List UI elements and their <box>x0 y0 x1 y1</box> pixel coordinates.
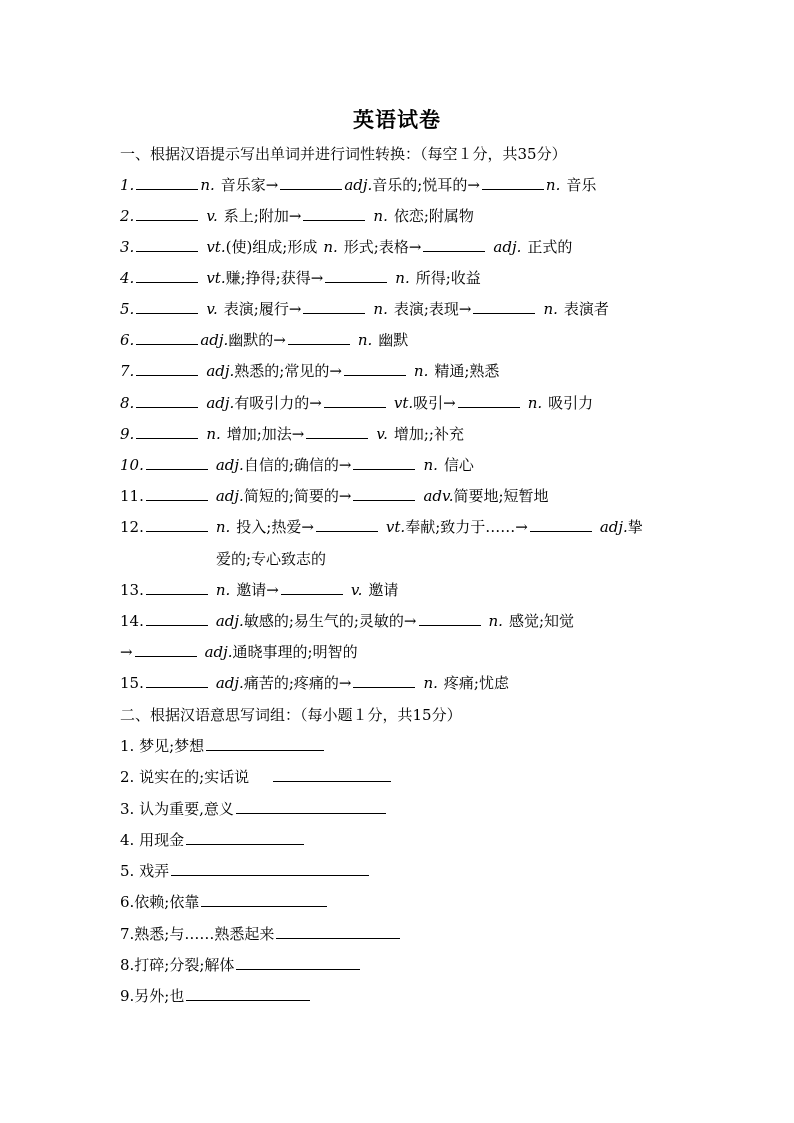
phrase-label: 8.打碎;分裂;解体 <box>120 956 235 974</box>
phrase-label: 7.熟悉;与……熟悉起来 <box>120 925 275 943</box>
item-number: 7. <box>120 362 135 380</box>
hint-text: 形式;表格→ <box>343 238 422 256</box>
pos-label: n. <box>488 612 503 630</box>
answer-blank[interactable] <box>303 206 365 221</box>
answer-blank[interactable] <box>344 361 406 376</box>
phrase-item-3 <box>120 799 388 819</box>
item-number: 14. <box>120 612 144 630</box>
pos-label: vt. <box>206 269 226 287</box>
item-number: 6. <box>120 331 135 349</box>
pos-label: n. <box>357 331 373 349</box>
answer-blank[interactable] <box>458 393 520 408</box>
phrase-label: 1. 梦见;梦想 <box>120 737 205 755</box>
item-14-continuation <box>120 642 358 662</box>
hint-text: 有吸引力的→ <box>234 394 322 412</box>
hint-text: 简短的;简要的→ <box>243 487 352 505</box>
hint-text: 邀请→ <box>236 581 279 599</box>
pos-label: n. <box>395 269 410 287</box>
answer-blank[interactable] <box>303 299 365 314</box>
pos-label: n. <box>413 362 429 380</box>
hint-text: 幽默的→ <box>228 331 286 349</box>
pos-label: adj. <box>215 487 244 505</box>
item-1 <box>120 175 596 195</box>
answer-blank[interactable] <box>324 393 386 408</box>
answer-blank[interactable] <box>146 517 208 532</box>
item-11 <box>120 486 549 506</box>
answer-blank[interactable] <box>288 330 350 345</box>
item-12-continuation: 爱的;专心致志的 <box>216 550 327 568</box>
item-number: 3. <box>120 238 135 256</box>
pos-label: vt. <box>385 518 406 536</box>
item-10 <box>120 455 474 475</box>
pos-label: adj. <box>204 643 233 661</box>
arrow-text: → <box>120 643 133 661</box>
pos-label: n. <box>200 176 215 194</box>
hint-text: 依恋;附属物 <box>393 207 474 225</box>
pos-label: v. <box>350 581 363 599</box>
pos-label: v. <box>206 207 218 225</box>
answer-blank[interactable] <box>146 455 208 470</box>
phrase-label: 3. 认为重要,意义 <box>120 800 234 818</box>
answer-blank[interactable] <box>473 299 535 314</box>
answer-blank[interactable] <box>135 642 197 657</box>
hint-text: 音乐的;悦耳的→ <box>372 176 480 194</box>
hint-text: 赚;挣得;获得→ <box>225 269 324 287</box>
hint-text: 吸引→ <box>413 394 456 412</box>
hint-text: 幽默 <box>378 331 409 349</box>
item-15 <box>120 673 509 693</box>
pos-label: n. <box>423 456 438 474</box>
pos-label: n. <box>423 674 438 692</box>
answer-blank[interactable] <box>186 986 310 1001</box>
pos-label: adj. <box>215 612 244 630</box>
answer-blank[interactable] <box>186 830 304 845</box>
hint-text: 感觉;知觉 <box>508 612 575 630</box>
item-number: 11. <box>120 487 144 505</box>
item-2 <box>120 206 474 226</box>
hint-text: 音乐 <box>566 176 597 194</box>
pos-label: v. <box>376 425 388 443</box>
pos-label: n. <box>545 176 561 194</box>
answer-blank[interactable] <box>353 455 415 470</box>
answer-blank[interactable] <box>201 892 327 907</box>
item-3 <box>120 237 572 257</box>
answer-blank[interactable] <box>146 611 208 626</box>
item-5 <box>120 299 609 319</box>
phrase-item-9 <box>120 986 312 1006</box>
item-number: 13. <box>120 581 144 599</box>
pos-label: n. <box>543 300 558 318</box>
pos-label: adj. <box>599 518 628 536</box>
phrase-label: 9.另外;也 <box>120 987 185 1005</box>
pos-label: adj. <box>200 331 229 349</box>
hint-text: 信心 <box>443 456 474 474</box>
answer-blank[interactable] <box>281 580 343 595</box>
answer-blank[interactable] <box>325 268 387 283</box>
answer-blank[interactable] <box>419 611 481 626</box>
phrase-item-6 <box>120 892 329 912</box>
pos-label: adj. <box>215 674 244 692</box>
pos-label: adv. <box>423 487 454 505</box>
hint-text: 挚 <box>627 518 643 536</box>
answer-blank[interactable] <box>146 486 208 501</box>
pos-label: adj. <box>344 176 373 194</box>
item-number: 10. <box>120 456 144 474</box>
item-number: 1. <box>120 176 135 194</box>
hint-text: 奉献;致力于……→ <box>405 518 528 536</box>
pos-label: vt. <box>393 394 414 412</box>
answer-blank[interactable] <box>316 517 378 532</box>
item-7 <box>120 361 499 381</box>
answer-blank[interactable] <box>353 673 415 688</box>
answer-blank[interactable] <box>423 237 485 252</box>
hint-text: 系上;附加→ <box>223 207 302 225</box>
hint-text: 邀请 <box>368 581 399 599</box>
pos-label: n. <box>215 581 231 599</box>
answer-blank[interactable] <box>136 393 198 408</box>
pos-label: n. <box>206 425 221 443</box>
pos-label: adj. <box>215 456 244 474</box>
item-6 <box>120 330 408 350</box>
answer-blank[interactable] <box>136 237 198 252</box>
item-number: 9. <box>120 425 135 443</box>
phrase-label: 6.依赖;依靠 <box>120 893 200 911</box>
hint-text: 音乐家→ <box>220 176 279 194</box>
item-12 <box>120 517 643 537</box>
item-number: 4. <box>120 269 135 287</box>
answer-blank[interactable] <box>206 736 324 751</box>
answer-blank[interactable] <box>136 268 198 283</box>
answer-blank[interactable] <box>276 924 400 939</box>
hint-text: 表演者 <box>563 300 609 318</box>
hint-text: 熟悉的;常见的→ <box>234 362 342 380</box>
pos-label: adj. <box>493 238 522 256</box>
answer-blank[interactable] <box>136 361 198 376</box>
section2-heading: 二、根据汉语意思写词组：（每小题１分，共15分） <box>120 706 462 724</box>
item-13 <box>120 580 398 600</box>
answer-blank[interactable] <box>482 175 544 190</box>
answer-blank[interactable] <box>171 861 369 876</box>
phrase-item-2 <box>120 767 393 787</box>
phrase-label: 2. 说实在的;实话说 <box>120 768 250 786</box>
item-number: 12. <box>120 518 144 536</box>
phrase-item-5 <box>120 861 371 881</box>
pos-label: n. <box>215 518 231 536</box>
hint-text: 精通;熟悉 <box>434 362 500 380</box>
item-8 <box>120 393 593 413</box>
item-9 <box>120 424 464 444</box>
pos-label: n. <box>373 207 388 225</box>
hint-text: 增加;;补充 <box>393 425 464 443</box>
hint-text: 简要地;短暂地 <box>453 487 549 505</box>
hint-text: 吸引力 <box>548 394 594 412</box>
pos-label: adj. <box>206 362 235 380</box>
answer-blank[interactable] <box>136 424 198 439</box>
pos-label: n. <box>527 394 543 412</box>
item-number: 15. <box>120 674 144 692</box>
pos-label: n. <box>373 300 388 318</box>
answer-blank[interactable] <box>273 767 391 782</box>
hint-text: 通晓事理的;明智的 <box>232 643 358 661</box>
pos-label: n. <box>323 238 338 256</box>
section1-heading: 一、根据汉语提示写出单词并进行词性转换：（每空１分，共35分） <box>120 145 567 163</box>
answer-blank[interactable] <box>136 206 198 221</box>
phrase-label: 5. 戏弄 <box>120 862 170 880</box>
hint-text: 投入;热爱→ <box>236 518 314 536</box>
phrase-item-1 <box>120 736 326 756</box>
answer-blank[interactable] <box>136 175 198 190</box>
hint-text: 正式的 <box>527 238 573 256</box>
answer-blank[interactable] <box>136 299 198 314</box>
hint-text: 痛苦的;疼痛的→ <box>243 674 352 692</box>
item-4 <box>120 268 481 288</box>
pos-label: v. <box>206 300 218 318</box>
phrase-item-7 <box>120 924 402 944</box>
hint-text: 疼痛;忧虑 <box>443 674 509 692</box>
answer-blank[interactable] <box>146 580 208 595</box>
hint-text: 表演;履行→ <box>223 300 302 318</box>
answer-blank[interactable] <box>353 486 415 501</box>
answer-blank[interactable] <box>146 673 208 688</box>
page-title: 英语试卷 <box>353 107 441 132</box>
phrase-item-8 <box>120 955 362 975</box>
hint-text: 增加;加法→ <box>226 425 305 443</box>
hint-text: 所得;收益 <box>415 269 481 287</box>
hint-text: 表演;表现→ <box>393 300 472 318</box>
item-number: 2. <box>120 207 135 225</box>
answer-blank[interactable] <box>280 175 342 190</box>
answer-blank[interactable] <box>530 517 592 532</box>
phrase-item-4 <box>120 830 306 850</box>
answer-blank[interactable] <box>236 799 386 814</box>
item-number: 5. <box>120 300 135 318</box>
answer-blank[interactable] <box>136 330 198 345</box>
pos-label: adj. <box>206 394 235 412</box>
item-14 <box>120 611 574 631</box>
hint-text: (使)组成;形成 <box>225 238 318 256</box>
answer-blank[interactable] <box>236 955 360 970</box>
pos-label: vt. <box>206 238 226 256</box>
phrase-label: 4. 用现金 <box>120 831 185 849</box>
item-number: 8. <box>120 394 135 412</box>
hint-text: 自信的;确信的→ <box>243 456 352 474</box>
hint-text: 敏感的;易生气的;灵敏的→ <box>243 612 417 630</box>
answer-blank[interactable] <box>306 424 368 439</box>
